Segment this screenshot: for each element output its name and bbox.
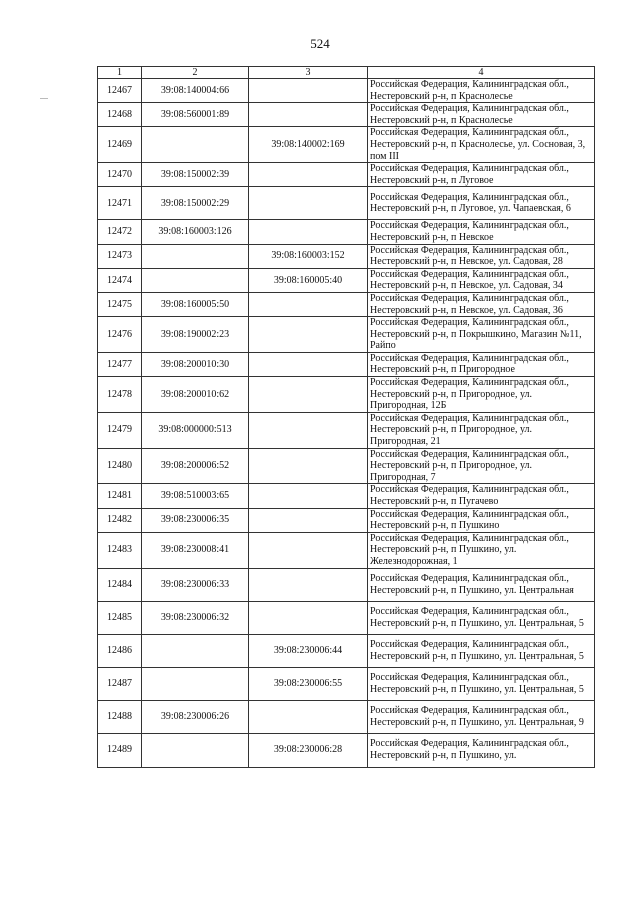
cadastral-number-col-2: [142, 634, 249, 667]
address-cell: Российская Федерация, Калининградская обл., Нестеровский р-н, п Невское, ул. Садовая, 28: [368, 244, 595, 268]
cadastral-number-col-2: 39:08:150002:29: [142, 187, 249, 220]
table-row: [98, 448, 595, 484]
margin-mark: [40, 98, 48, 99]
cadastral-number-col-3: [249, 163, 368, 187]
cadastral-number-col-2: [142, 244, 249, 268]
address-cell: Российская Федерация, Калининградская обл., Нестеровский р-н, п Пушкино, ул. Центральная, 5: [368, 634, 595, 667]
table-row: [98, 601, 595, 634]
address-cell: Российская Федерация, Калининградская обл., Нестеровский р-н, п Краснолесье: [368, 103, 595, 127]
address-cell: Российская Федерация, Калининградская обл., Нестеровский р-н, п Пугачево: [368, 484, 595, 508]
table-row: [98, 292, 595, 316]
cadastral-number-col-3: [249, 700, 368, 733]
cadastral-number-col-2: 39:08:160003:126: [142, 220, 249, 244]
cadastral-number-col-2: [142, 667, 249, 700]
row-number: 12485: [98, 601, 142, 634]
cadastral-number-col-2: 39:08:510003:65: [142, 484, 249, 508]
table-row: [98, 508, 595, 532]
header-col-2: 2: [142, 67, 249, 79]
table-row: [98, 268, 595, 292]
address-cell: Российская Федерация, Калининградская обл., Нестеровский р-н, п Покрышкино, Магазин №11, Райпо: [368, 317, 595, 353]
row-number: 12470: [98, 163, 142, 187]
cadastral-number-col-2: 39:08:230006:26: [142, 700, 249, 733]
address-cell: Российская Федерация, Калининградская обл., Нестеровский р-н, п Пригородное, ул. Пригородная, 12Б: [368, 377, 595, 413]
table-row: [98, 568, 595, 601]
cadastral-number-col-2: 39:08:200006:52: [142, 448, 249, 484]
row-number: 12478: [98, 377, 142, 413]
table-row: [98, 484, 595, 508]
cadastral-number-col-2: 39:08:560001:89: [142, 103, 249, 127]
row-number: 12481: [98, 484, 142, 508]
table-row: [98, 352, 595, 376]
table-row: [98, 127, 595, 163]
table-row: [98, 733, 595, 767]
table-row: [98, 79, 595, 103]
row-number: 12488: [98, 700, 142, 733]
cadastral-number-col-3: 39:08:160003:152: [249, 244, 368, 268]
cadastral-number-col-2: 39:08:000000:513: [142, 412, 249, 448]
row-number: 12468: [98, 103, 142, 127]
cadastral-number-col-3: [249, 292, 368, 316]
cadastral-number-col-2: 39:08:150002:39: [142, 163, 249, 187]
row-number: 12480: [98, 448, 142, 484]
cadastral-number-col-3: [249, 79, 368, 103]
address-cell: Российская Федерация, Калининградская обл., Нестеровский р-н, п Пригородное, ул. Пригородная, 21: [368, 412, 595, 448]
address-cell: Российская Федерация, Калининградская обл., Нестеровский р-н, п Пригородное: [368, 352, 595, 376]
address-cell: Российская Федерация, Калининградская обл., Нестеровский р-н, п Краснолесье, ул. Сосновая, 3, пом III: [368, 127, 595, 163]
row-number: 12482: [98, 508, 142, 532]
address-cell: Российская Федерация, Калининградская обл., Нестеровский р-н, п Пушкино, ул. Центральная, 9: [368, 700, 595, 733]
cadastral-number-col-3: [249, 508, 368, 532]
row-number: 12469: [98, 127, 142, 163]
cadastral-number-col-3: [249, 220, 368, 244]
cadastral-number-col-3: [249, 317, 368, 353]
row-number: 12489: [98, 733, 142, 767]
address-cell: Российская Федерация, Калининградская обл., Нестеровский р-н, п Невское: [368, 220, 595, 244]
table-row: [98, 244, 595, 268]
row-number: 12483: [98, 532, 142, 568]
cadastral-number-col-2: 39:08:200010:62: [142, 377, 249, 413]
cadastral-number-col-2: [142, 733, 249, 767]
cadastral-number-col-2: 39:08:230006:33: [142, 568, 249, 601]
cadastral-number-col-3: 39:08:230006:28: [249, 733, 368, 767]
address-cell: Российская Федерация, Калининградская обл., Нестеровский р-н, п Пушкино, ул. Центральная: [368, 568, 595, 601]
cadastral-number-col-3: [249, 103, 368, 127]
cadastral-number-col-3: [249, 377, 368, 413]
cadastral-number-col-3: [249, 532, 368, 568]
cadastral-number-col-3: 39:08:160005:40: [249, 268, 368, 292]
page-number: 524: [310, 36, 330, 51]
cadastral-number-col-2: 39:08:160005:50: [142, 292, 249, 316]
address-cell: Российская Федерация, Калининградская обл., Нестеровский р-н, п Невское, ул. Садовая, 36: [368, 292, 595, 316]
row-number: 12475: [98, 292, 142, 316]
address-cell: Российская Федерация, Калининградская обл., Нестеровский р-н, п Пушкино: [368, 508, 595, 532]
table-row: [98, 412, 595, 448]
row-number: 12472: [98, 220, 142, 244]
cadastral-number-col-3: [249, 568, 368, 601]
header-col-4: 4: [368, 67, 595, 79]
address-cell: Российская Федерация, Калининградская обл., Нестеровский р-н, п Луговое: [368, 163, 595, 187]
cadastral-number-col-3: 39:08:230006:55: [249, 667, 368, 700]
cadastral-number-col-2: 39:08:230008:41: [142, 532, 249, 568]
row-number: 12476: [98, 317, 142, 353]
table-row: [98, 317, 595, 353]
table-row: [98, 700, 595, 733]
cadastral-number-col-3: [249, 448, 368, 484]
cadastral-number-col-2: 39:08:230006:32: [142, 601, 249, 634]
cadastral-number-col-2: 39:08:200010:30: [142, 352, 249, 376]
row-number: 12473: [98, 244, 142, 268]
cadastral-number-col-3: [249, 484, 368, 508]
cadastral-number-col-2: [142, 268, 249, 292]
row-number: 12471: [98, 187, 142, 220]
table-row: [98, 187, 595, 220]
table-row: [98, 103, 595, 127]
header-col-1: 1: [98, 67, 142, 79]
table-row: [98, 163, 595, 187]
table-row: [98, 220, 595, 244]
cadastral-number-col-3: [249, 352, 368, 376]
table-row: [98, 532, 595, 568]
cadastral-number-col-3: 39:08:140002:169: [249, 127, 368, 163]
address-cell: Российская Федерация, Калининградская обл., Нестеровский р-н, п Краснолесье: [368, 79, 595, 103]
address-cell: Российская Федерация, Калининградская обл., Нестеровский р-н, п Луговое, ул. Чапаевская, 6: [368, 187, 595, 220]
cadastral-number-col-2: 39:08:230006:35: [142, 508, 249, 532]
address-cell: Российская Федерация, Калининградская обл., Нестеровский р-н, п Пушкино, ул. Центральная, 5: [368, 601, 595, 634]
address-cell: Российская Федерация, Калининградская обл., Нестеровский р-н, п Пушкино, ул. Центральная, 5: [368, 667, 595, 700]
cadastral-number-col-3: [249, 412, 368, 448]
address-cell: Российская Федерация, Калининградская обл., Нестеровский р-н, п Пушкино, ул. Железнодорожная, 1: [368, 532, 595, 568]
row-number: 12484: [98, 568, 142, 601]
row-number: 12486: [98, 634, 142, 667]
row-number: 12467: [98, 79, 142, 103]
cadastral-number-col-3: 39:08:230006:44: [249, 634, 368, 667]
row-number: 12477: [98, 352, 142, 376]
cadastral-number-col-2: 39:08:190002:23: [142, 317, 249, 353]
address-cell: Российская Федерация, Калининградская обл., Нестеровский р-н, п Пригородное, ул. Пригородная, 7: [368, 448, 595, 484]
cadastral-number-col-3: [249, 601, 368, 634]
header-col-3: 3: [249, 67, 368, 79]
registry-table: [97, 66, 595, 768]
cadastral-number-col-3: [249, 187, 368, 220]
address-cell: Российская Федерация, Калининградская обл., Нестеровский р-н, п Невское, ул. Садовая, 34: [368, 268, 595, 292]
table-row: [98, 377, 595, 413]
row-number: 12487: [98, 667, 142, 700]
row-number: 12479: [98, 412, 142, 448]
header-row: [98, 67, 595, 79]
cadastral-number-col-2: 39:08:140004:66: [142, 79, 249, 103]
cadastral-number-col-2: [142, 127, 249, 163]
row-number: 12474: [98, 268, 142, 292]
address-cell: Российская Федерация, Калининградская обл., Нестеровский р-н, п Пушкино, ул.: [368, 733, 595, 767]
table-row: [98, 667, 595, 700]
table-row: [98, 634, 595, 667]
